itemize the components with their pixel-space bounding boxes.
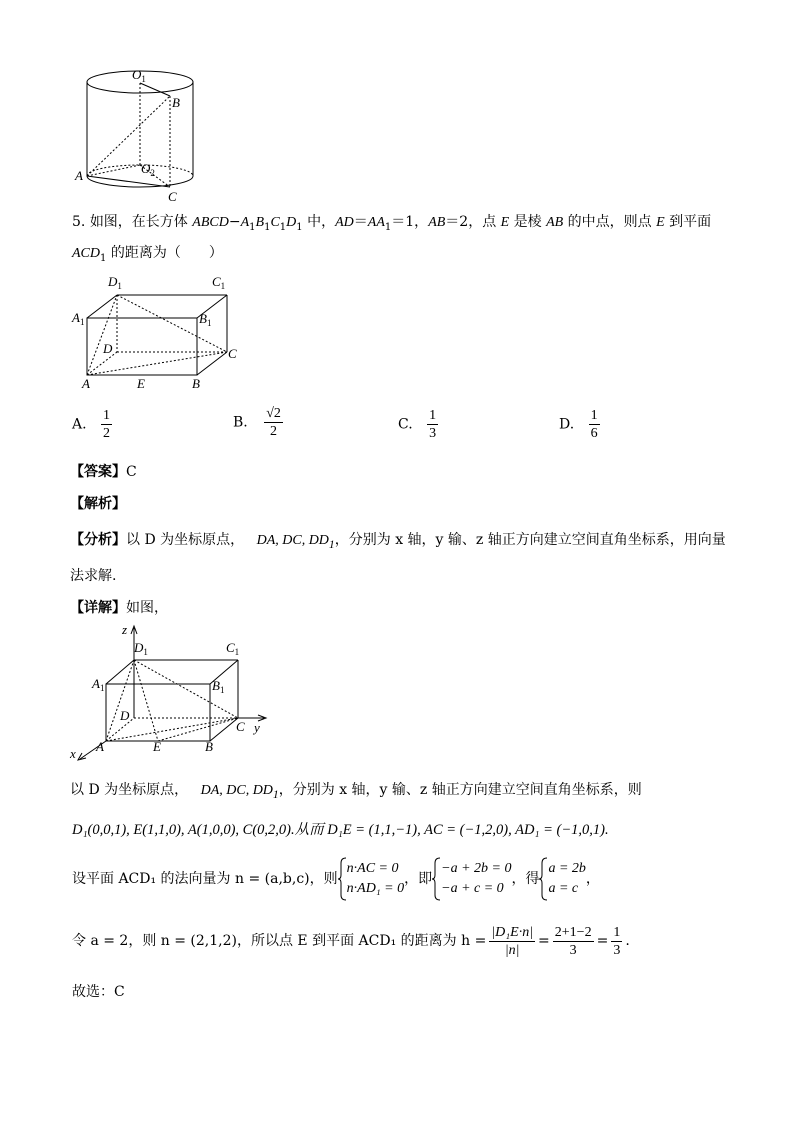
label-o2: $O_2$ (141, 161, 155, 178)
left-brace-icon (539, 857, 548, 901)
conclusion-line: 故选：C (72, 984, 125, 1000)
stem-part: ＝1， (391, 214, 429, 230)
stem-part: ＝2，点 (445, 214, 501, 230)
system-2: −a + 2b = 0 −a + c = 0 (441, 861, 512, 896)
analysis-tag: 【分析】 (70, 532, 126, 548)
label-c: C (168, 189, 177, 204)
stem-part: 1 (249, 221, 256, 233)
option-d[interactable]: D. $\frac{1}{6}$ (559, 408, 598, 441)
stem-part: 1 (296, 221, 303, 233)
edge-bc (197, 352, 227, 375)
stem-part: 如图，在长方体 (89, 214, 193, 230)
label-c1: $C_1$ (212, 274, 226, 291)
solution-line-1: 以 D 为坐标原点， DA, DC, $DD_1$，分别为 x 轴，y 输、z 轴正方向建立空间直角坐标系，则 (70, 782, 642, 801)
option-b[interactable]: B. $\frac{√2}{2}$ (233, 406, 281, 439)
stem-part: − (228, 214, 241, 230)
stem-part: 的距离为（ ） (106, 245, 223, 261)
label-c: C (236, 719, 245, 734)
question-stem-cont (72, 245, 223, 264)
stem-part: ABCD (192, 215, 229, 230)
stem-part: AA (367, 215, 385, 230)
label-e: E (153, 739, 161, 754)
bottom-back-arc (87, 165, 193, 176)
label-b: B (205, 739, 213, 754)
stem-part: 1 (100, 252, 107, 264)
distance-fraction: $\frac{\text{|D₁E·n|}}{|n|}$ (491, 924, 534, 958)
question-line-2 (72, 243, 223, 269)
stem-part: AB (428, 215, 446, 230)
result-fraction: $\frac{1}{3}$ (613, 924, 621, 958)
coordinate-figure (68, 620, 278, 766)
label-d: D (103, 341, 113, 356)
label-a: A (82, 376, 90, 391)
stem-part: C (270, 215, 280, 230)
stem-part: E (500, 215, 510, 230)
stem-part: 到平面 (664, 214, 712, 230)
label-d: D (120, 708, 130, 723)
label-b1: $B_1$ (212, 678, 225, 695)
solution-line-3: 设平面 ACD₁ 的法向量为 n = (a,b,c)，则 n·AC = 0 n·AD₁ = 0 ，即 −a + 2b = 0 −a + c = 0 ，得 a = 2b a = c ， (72, 856, 600, 902)
label-o1: $O_1$ (132, 67, 146, 84)
solution-line-4: 令 a = 2，则 n = (2,1,2)，所以点 E 到平面 ACD₁ 的距离为 h = $\frac{\text{|D₁E·n|}}{|n|}$ = $\frac{2+1-2}{3}$ = $\frac{1}{3}$ . (72, 924, 630, 958)
stem-part: 1 (279, 221, 287, 233)
option-a-fraction: $\frac{1}{2}$ (103, 408, 111, 441)
label-a: A (75, 168, 83, 183)
label-d1: $D_1$ (134, 640, 148, 657)
option-c-fraction: $\frac{1}{3}$ (429, 408, 437, 441)
stem-part: B (255, 215, 265, 230)
question-number: 5. (72, 214, 86, 230)
solution-vectors: DA, DC, $DD_1$ (200, 783, 279, 801)
stem-part: A (240, 215, 250, 230)
label-a1: $A_1$ (72, 310, 85, 327)
question-stem (89, 214, 712, 233)
stem-part: ＝ (353, 214, 368, 230)
label-y: y (254, 720, 260, 735)
label-a: A (96, 739, 104, 754)
label-b1: $B_1$ (199, 311, 212, 328)
stem-part: AD (335, 215, 354, 230)
option-d-fraction: $\frac{1}{6}$ (590, 408, 598, 441)
stem-part: ACD (72, 246, 100, 261)
analysis-line-2: 法求解. (70, 568, 117, 584)
segment-o1b (140, 83, 170, 96)
stem-part: 中， (302, 214, 336, 230)
stem-part: AB (546, 215, 564, 230)
answer-line (70, 462, 137, 482)
cuboid-figure (70, 270, 250, 395)
detail-tag: 【详解】 (70, 600, 126, 616)
label-e: E (137, 376, 145, 391)
answer-value: C (126, 464, 137, 480)
question-line-1 (72, 212, 711, 238)
detail-heading: 【详解】如图， (70, 600, 168, 616)
stem-part: 的中点，则点 (563, 214, 657, 230)
label-a1: $A_1$ (92, 676, 105, 693)
stem-part: D (286, 215, 297, 230)
analysis-heading: 【解析】 (70, 496, 126, 512)
edge-bc (210, 718, 238, 741)
system-1: n·AC = 0 n·AD₁ = 0 (346, 861, 405, 896)
label-c1: $C_1$ (226, 640, 240, 657)
left-brace-icon (432, 857, 441, 901)
label-c: C (228, 346, 237, 361)
option-c[interactable]: C. $\frac{1}{3}$ (398, 408, 437, 441)
stem-part: 1 (264, 221, 271, 233)
label-z: z (122, 622, 128, 637)
value-fraction: $\frac{2+1-2}{3}$ (554, 924, 592, 958)
stem-part: E (656, 215, 665, 230)
segment-d1e (134, 660, 158, 741)
label-x: x (70, 746, 76, 761)
system-3: a = 2b a = c (548, 861, 586, 896)
label-b: B (192, 376, 200, 391)
left-brace-icon (338, 857, 347, 901)
label-d1: $D_1$ (108, 274, 122, 291)
segment-ab (87, 96, 170, 176)
analysis-line-1: 【分析】以 D 为坐标原点， DA, DC, $DD_1$，分别为 x 轴，y 输、z 轴正方向建立空间直角坐标系，用向量 (70, 532, 726, 551)
option-a[interactable]: A. $\frac{1}{2}$ (72, 408, 111, 441)
cylinder-figure (72, 62, 202, 204)
label-b: B (172, 95, 180, 110)
answer-tag: 【答案】 (70, 464, 126, 480)
solution-line-2: D₁(0,0,1), E(1,1,0), A(1,0,0), C(0,2,0).从而 D₁E = (1,1,−1), AC = (−1,2,0), AD₁ = (−1,0,1). (72, 822, 609, 838)
stem-part: 1 (384, 221, 392, 233)
option-b-fraction: $\frac{√2}{2}$ (266, 406, 281, 439)
stem-part: 是棱 (509, 214, 547, 230)
analysis-vectors: DA, DC, $DD_1$ (256, 533, 335, 551)
